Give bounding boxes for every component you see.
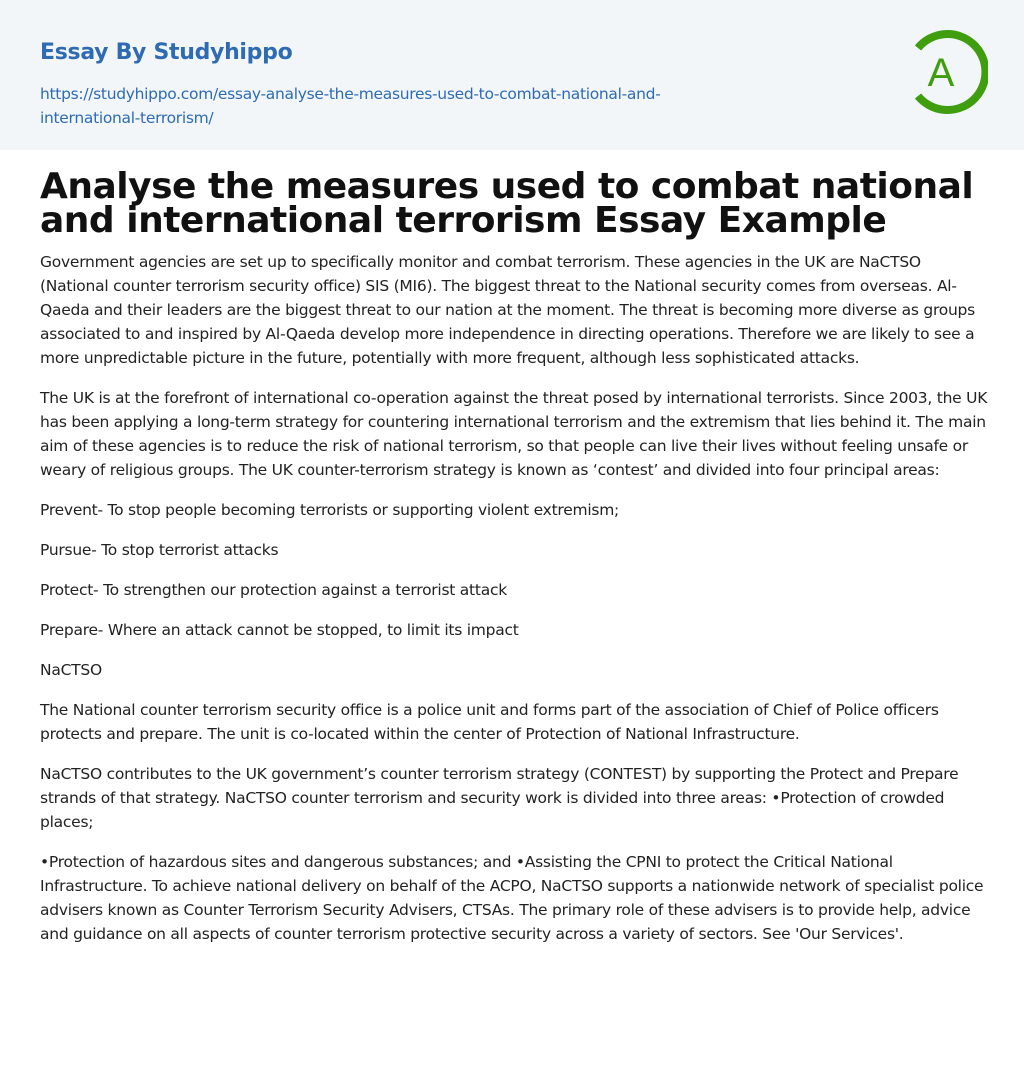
paragraph: NaCTSO contributes to the UK government’s counter terrorism strategy (CONTEST) by supporting the Protect and Prepare strands of that strategy. NaCTSO counter terrorism and security work is divided into three areas: •Protection of crowded places; (40, 765, 959, 831)
brand-title: Essay By Studyhippo (40, 40, 293, 65)
paragraph: The UK is at the forefront of international co-operation against the threat posed by international terrorists. Since 2003, the UK has been applying a long-term strategy for countering international terrorism and the extremism that lies behind it. The main aim of these agencies is to reduce the risk of national terrorism, so that people can live their lives without feeling unsafe or weary of religious groups. The UK counter-terrorism strategy is known as ‘contest’ and divided into four principal areas: (40, 389, 988, 479)
paragraph: Pursue- To stop terrorist attacks (40, 541, 279, 559)
studyhippo-logo-icon[interactable] (900, 28, 988, 116)
svg-text:A: A (927, 51, 955, 95)
essay-url-link[interactable]: https://studyhippo.com/essay-analyse-the-measures-used-to-combat-national-and-international-terrorism/ (40, 85, 661, 127)
page-title: Analyse the measures used to combat national and international terrorism Essay Example (40, 166, 974, 241)
paragraph: Protect- To strengthen our protection against a terrorist attack (40, 581, 507, 599)
paragraph: Government agencies are set up to specifically monitor and combat terrorism. These agencies in the UK are NaCTSO (National counter terrorism security office) SIS (MI6). The biggest threat to the National security comes from overseas. Al-Qaeda and their leaders are the biggest threat to our nation at the moment. The threat is becoming more diverse as groups associated to and inspired by Al-Qaeda develop more independence in directing operations. Therefore we are likely to see a more unpredictable picture in the future, potentially with more frequent, although less sophisticated attacks. (40, 253, 975, 367)
paragraph: Prevent- To stop people becoming terrorists or supporting violent extremism; (40, 501, 620, 519)
paragraph: NaCTSO (40, 661, 102, 679)
site-header (0, 0, 1024, 150)
essay-body (40, 250, 990, 962)
paragraph: Prepare- Where an attack cannot be stopped, to limit its impact (40, 621, 519, 639)
paragraph: •Protection of hazardous sites and dangerous substances; and •Assisting the CPNI to protect the Critical National Infrastructure. To achieve national delivery on behalf of the ACPO, NaCTSO supports a nationwide network of specialist police advisers known as Counter Terrorism Security Advisers, CTSAs. The primary role of these advisers is to provide help, advice and guidance on all aspects of counter terrorism protective security across a variety of sectors. See 'Our Services'. (40, 853, 984, 943)
paragraph: The National counter terrorism security office is a police unit and forms part of the association of Chief of Police officers protects and prepare. The unit is co-located within the center of Protection of National Infrastructure. (40, 701, 939, 743)
